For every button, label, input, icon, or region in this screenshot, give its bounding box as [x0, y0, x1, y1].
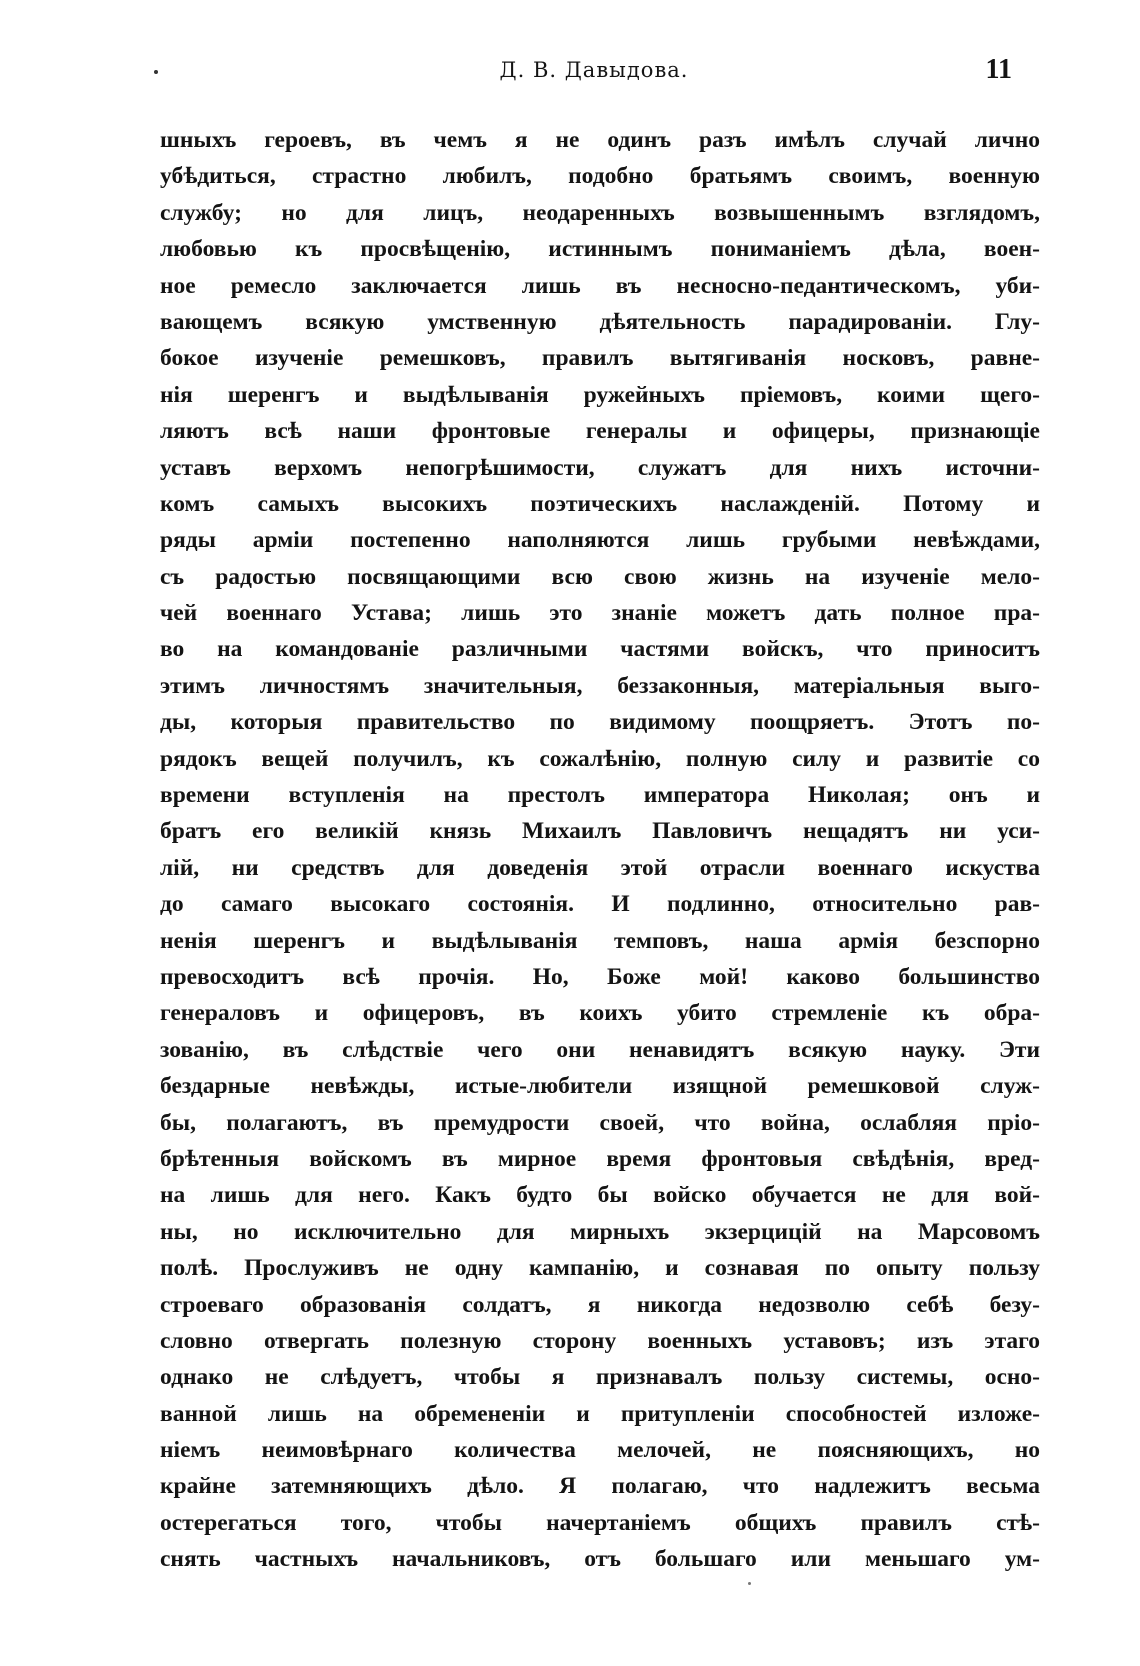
- text-line: ляютъ всѣ наши фронтовые генералы и офицеры, признающіе: [160, 418, 1040, 445]
- text-line: лій, ни средствъ для доведенія этой отрасли военнаго искуства: [160, 854, 1040, 881]
- text-line: генераловъ и офицеровъ, въ коихъ убито стремленіе къ обра-: [160, 1000, 1040, 1027]
- scan-speck: [748, 1582, 751, 1585]
- text-line: до самаго высокаго состоянія. И подлинно, относительно рав-: [160, 891, 1040, 918]
- text-line: братъ его великій князь Михаилъ Павловичъ нещадятъ ни уси-: [160, 818, 1040, 845]
- text-line: съ радостью посвящающими всю свою жизнь на изученіе мело-: [160, 563, 1040, 590]
- page-header: [158, 54, 1030, 98]
- text-line: нія шеренгъ и выдѣлыванія ружейныхъ пріемовъ, коими щего-: [160, 381, 1040, 408]
- body-text: [160, 122, 1040, 1578]
- text-line: снять частныхъ начальниковъ, отъ большаго или меньшаго ум-: [160, 1546, 1040, 1573]
- text-line: превосходитъ всѣ прочія. Но, Боже мой! каково большинство: [160, 963, 1040, 990]
- text-line: полѣ. Прослуживъ не одну кампанію, и сознавая по опыту пользу: [160, 1255, 1040, 1282]
- text-line: комъ самыхъ высокихъ поэтическихъ наслажденій. Потому и: [160, 490, 1040, 517]
- running-title: Д. В. Давыдова.: [499, 58, 689, 82]
- text-line: ненія шеренгъ и выдѣлыванія темповъ, наша армія безспорно: [160, 927, 1040, 954]
- text-line: ванной лишь на обремененіи и притупленіи способностей изложе-: [160, 1400, 1040, 1427]
- text-line: словно отвергать полезную сторону военныхъ уставовъ; изъ этаго: [160, 1327, 1040, 1354]
- text-line: службу; но для лицъ, неодаренныхъ возвышеннымъ взглядомъ,: [160, 199, 1040, 226]
- text-line: убѣдиться, страстно любилъ, подобно братьямъ своимъ, военную: [160, 163, 1040, 190]
- text-line: любовью къ просвѣщенію, истиннымъ пониманіемъ дѣла, воен-: [160, 236, 1040, 263]
- text-line: крайне затемняющихъ дѣло. Я полагаю, что надлежитъ весьма: [160, 1473, 1040, 1500]
- text-line: ряды арміи постепенно наполняются лишь грубыми невѣждами,: [160, 527, 1040, 554]
- text-line: во на командованіе различными частями войскъ, что приноситъ: [160, 636, 1040, 663]
- text-line: времени вступленія на престолъ императора Николая; онъ и: [160, 782, 1040, 809]
- page-number: 11: [985, 54, 1012, 85]
- text-line: бы, полагаютъ, въ премудрости своей, что война, ослабляя пріо-: [160, 1109, 1040, 1136]
- text-line: брѣтенныя войскомъ въ мирное время фронтовыя свѣдѣнія, вред-: [160, 1145, 1040, 1172]
- text-line: зованію, въ слѣдствіе чего они ненавидятъ всякую науку. Эти: [160, 1036, 1040, 1063]
- text-line: ніемъ неимовѣрнаго количества мелочей, не поясняющихъ, но: [160, 1437, 1040, 1464]
- text-line: ды, которыя правительство по видимому поощряетъ. Этотъ по-: [160, 709, 1040, 736]
- text-line: шныхъ героевъ, въ чемъ я не одинъ разъ имѣлъ случай лично: [160, 127, 1040, 153]
- text-line: однако не слѣдуетъ, чтобы я признавалъ пользу системы, осно-: [160, 1364, 1040, 1391]
- text-line: рядокъ вещей получилъ, къ сожалѣнію, полную силу и развитіе со: [160, 745, 1040, 772]
- text-line: бездарные невѣжды, истые-любители изящной ремешковой служ-: [160, 1073, 1040, 1100]
- text-line: на лишь для него. Какъ будто бы войско обучается не для вой-: [160, 1182, 1040, 1209]
- text-line: этимъ личностямъ значительныя, беззаконныя, матеріальныя выго-: [160, 672, 1040, 699]
- text-line: ное ремесло заключается лишь въ несносно-педантическомъ, уби-: [160, 272, 1040, 299]
- text-line: уставъ верхомъ непогрѣшимости, служатъ для нихъ источни-: [160, 454, 1040, 481]
- text-line: чей военнаго Устава; лишь это знаніе можетъ дать полное пра-: [160, 600, 1040, 627]
- text-line: строеваго образованія солдатъ, я никогда недозволю себѣ безу-: [160, 1291, 1040, 1318]
- text-line: бокое изученіе ремешковъ, правилъ вытягиванія носковъ, равне-: [160, 345, 1040, 372]
- text-line: ны, но исключительно для мирныхъ экзерцицій на Марсовомъ: [160, 1218, 1040, 1245]
- text-line: остерегаться того, чтобы начертаніемъ общихъ правилъ стѣ-: [160, 1509, 1040, 1536]
- text-line: вающемъ всякую умственную дѣятельность парадированіи. Глу-: [160, 308, 1040, 335]
